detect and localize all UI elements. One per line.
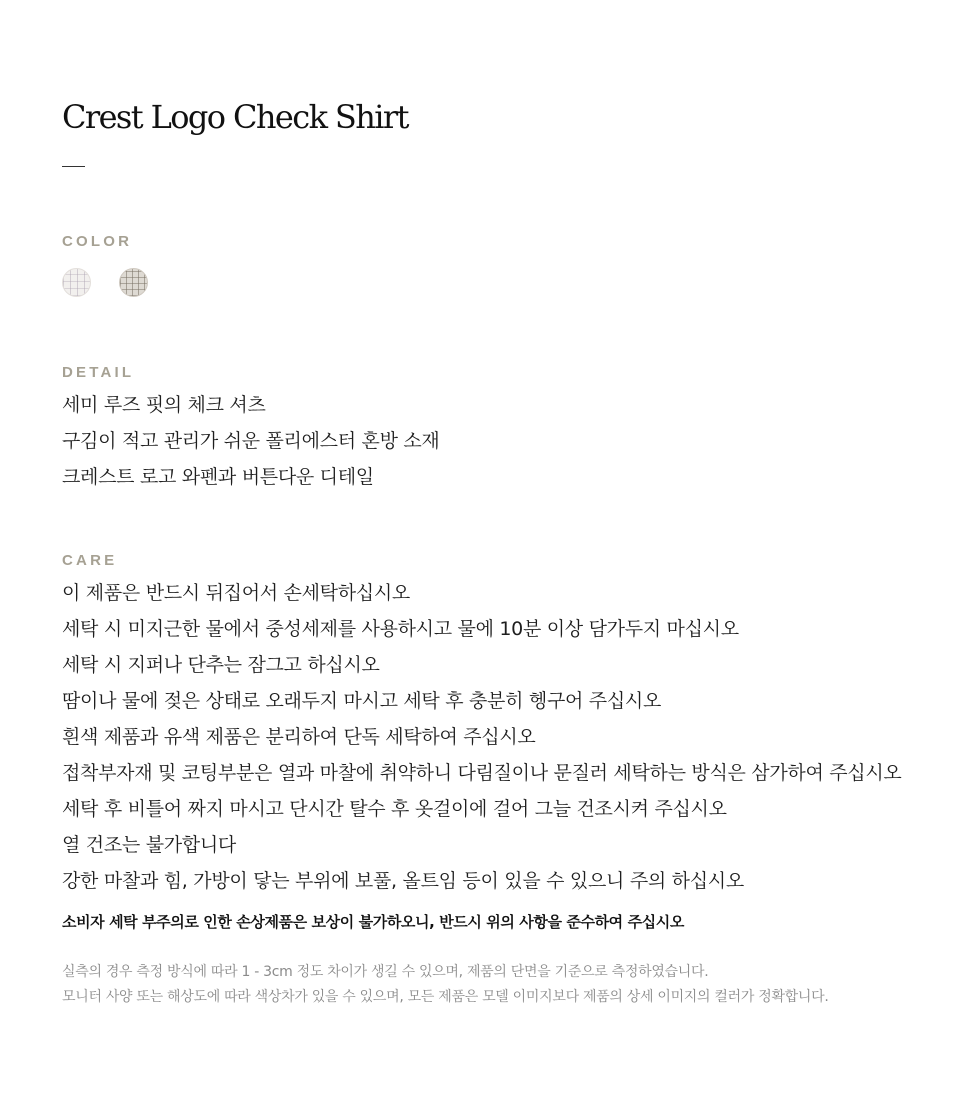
detail-line: 세미 루즈 핏의 체크 셔츠 [62,394,266,416]
detail-section-label: DETAIL [62,364,135,381]
color-swatch-light-check[interactable] [62,268,91,297]
care-line: 세탁 후 비틀어 짜지 마시고 단시간 탈수 후 옷걸이에 걸어 그늘 건조시켜 주십시오 [62,798,727,820]
detail-list [62,387,439,495]
title-divider [62,166,85,167]
detail-line: 구김이 적고 관리가 쉬운 폴리에스터 혼방 소재 [62,430,440,452]
care-line: 세탁 시 미지근한 물에서 중성세제를 사용하시고 물에 10분 이상 담가두지 마십시오 [62,618,739,640]
care-line: 땀이나 물에 젖은 상태로 오래두지 마시고 세탁 후 충분히 헹구어 주십시오 [62,690,662,712]
care-line: 이 제품은 반드시 뒤집어서 손세탁하십시오 [62,582,410,604]
footnote: 모니터 사양 또는 해상도에 따라 색상차가 있을 수 있으며, 모든 제품은 모델 이미지보다 제품의 상세 이미지의 컬러가 정확합니다. [62,989,829,1005]
care-line: 열 건조는 불가합니다 [62,834,236,856]
color-swatches [62,268,148,297]
care-line: 강한 마찰과 힘, 가방이 닿는 부위에 보풀, 올트임 등이 있을 수 있으니 주의 하십시오 [62,870,744,892]
care-line: 접착부자재 및 코팅부분은 열과 마찰에 취약하니 다림질이나 문질러 세탁하는 방식은 삼가하여 주십시오 [62,762,902,784]
care-line: 흰색 제품과 유색 제품은 분리하여 단독 세탁하여 주십시오 [62,726,536,748]
footnote: 실측의 경우 측정 방식에 따라 1 - 3cm 정도 차이가 생길 수 있으며, 제품의 단면을 기준으로 측정하였습니다. [62,964,709,980]
care-warning-notice: 소비자 세탁 부주의로 인한 손상제품은 보상이 불가하오니, 반드시 위의 사항을 준수하여 주십시오 [62,913,684,931]
color-swatch-beige-check[interactable] [119,268,148,297]
detail-line: 크레스트 로고 와펜과 버튼다운 디테일 [62,466,374,488]
footnotes [62,960,829,1010]
care-line: 세탁 시 지퍼나 단추는 잠그고 하십시오 [62,654,380,676]
product-title: Crest Logo Check Shirt [62,98,408,136]
care-list [62,575,901,899]
color-section-label: COLOR [62,233,133,250]
care-section-label: CARE [62,552,118,569]
